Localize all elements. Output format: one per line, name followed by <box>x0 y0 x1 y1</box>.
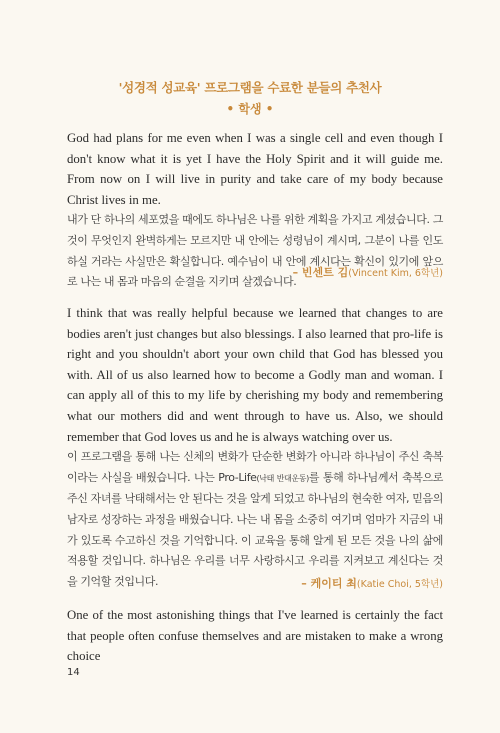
testimonial-1-english: God had plans for me even when I was a single cell and even though I don't know what it is yet I have the Holy Spirit and it will guide me. From now on I will live in purity and take care of my body because Christ lives in me. <box>67 131 443 207</box>
testimonial-3 <box>67 605 443 667</box>
korean-text-annotation: (낙태 반대운동) <box>256 473 309 483</box>
author-name-english: (Vincent Kim, 6학년) <box>348 268 443 279</box>
testimonial-2 <box>67 303 443 592</box>
korean-text-part-2: 를 통해 하나님께서 축복으로 주신 자녀를 낙태해서는 안 된다는 것을 알게 되었고 하나님의 현숙한 여자, 믿음의 남자로 성장하는 과정을 배웠습니다. 나는 내 몸을 소중히 여기며 엄마가 지금의 내가 있도록 수고하신 것을 기억합니다. 이 교육을 통해 알게 된 모든 것을 나의 삶에 적용할 것입니다. 하나님은 우리를 너무 사랑하시고 우리를 지켜보고 계신다는 것을 기억할 것입니다. <box>67 470 443 588</box>
page-title: '성경적 성교육' 프로그램을 수료한 분들의 추천사 <box>118 80 382 95</box>
testimonial-2-author <box>301 575 443 591</box>
testimonial-2-english: I think that was really helpful because we learned that changes to are bodies aren't just changes but also blessings. I also learned that pro-life is right and you shouldn't abort your own child that God has blessed you with. All of us also learned how to become a Godly man and woman. I can apply all of this to my life by cherishing my body and remembering what our mothers did and went through to have us. Also, we should remember that God loves us and he is always watching over us. <box>67 306 443 444</box>
testimonial-1-korean: 내가 단 하나의 세포였을 때에도 하나님은 나를 위한 계획을 가지고 계셨습니다. 그것이 무엇인지 완벽하게는 모르지만 내 안에는 성령님이 계시며, 그분이 나를 인도하실 거라는 사실만은 확실합니다. 예수님이 내 안에 계시다는 확신이 있기에 앞으로 나는 내 몸과 마음의 순결을 지키며 살겠습니다. <box>67 213 443 289</box>
page-number: 14 <box>67 667 80 678</box>
author-name-english: (Katie Choi, 5학년) <box>356 579 443 590</box>
author-name-korean: – 케이티 최 <box>301 577 357 590</box>
testimonial-1-author <box>293 264 443 280</box>
testimonial-2-korean <box>67 447 443 592</box>
testimonial-3-english: One of the most astonishing things that I've learned is certainly the fact that people often confuse themselves and are mistaken to make a wrong choice <box>67 608 443 664</box>
author-name-korean: – 빈센트 김 <box>292 266 349 279</box>
section-subtitle: • 학생 • <box>226 102 274 116</box>
korean-text-part-1: 이 프로그램을 통해 나는 신체의 변화가 단순한 변화가 아니라 하나님이 주신 축복이라는 사실을 배웠습니다. 나는 Pro-Life <box>67 450 443 484</box>
